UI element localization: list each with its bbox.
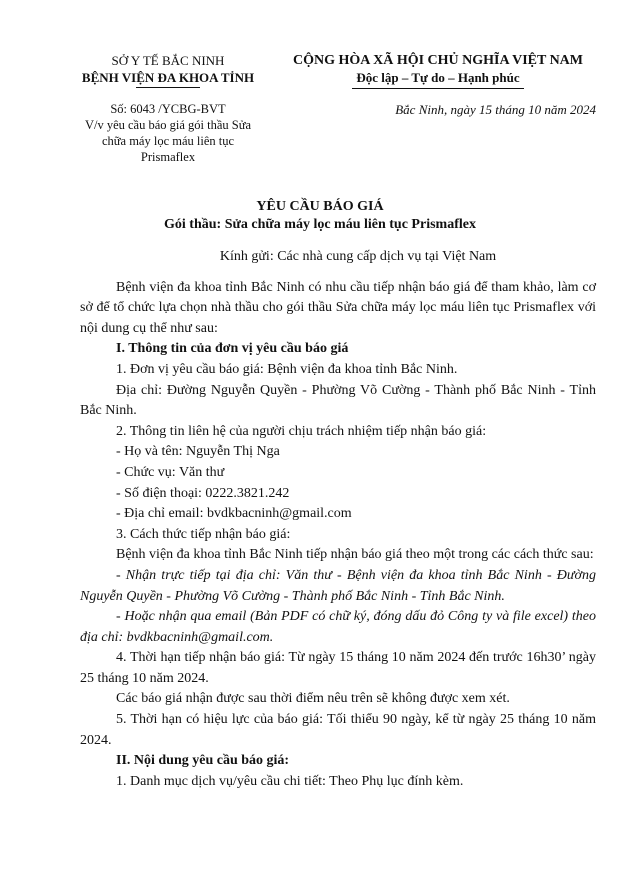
- service-list-item: 1. Danh mục dịch vụ/yêu cầu chi tiết: Theo Phụ lục đính kèm.: [116, 773, 464, 789]
- requesting-unit: 1. Đơn vị yêu cầu báo giá: Bệnh viện đa khoa tỉnh Bắc Ninh.: [116, 361, 458, 377]
- subject-line-2: chữa máy lọc máu liên tục: [101, 134, 235, 148]
- title-package: Gói thầu: Sửa chữa máy lọc máu liên tục Prismaflex: [164, 217, 476, 232]
- national-motto: Độc lập – Tự do – Hạnh phúc: [356, 70, 520, 85]
- contact-email: - Địa chỉ email: bvdkbacninh@gmail.com: [116, 506, 352, 522]
- method-heading: 3. Cách thức tiếp nhận báo giá:: [116, 526, 291, 542]
- section-2-heading: II. Nội dung yêu cầu báo giá:: [116, 753, 290, 769]
- national-heading: [282, 52, 594, 89]
- country-name: CỘNG HÒA XÃ HỘI CHỦ NGHĨA VIỆT NAM: [292, 53, 583, 68]
- late-submission-note: Các báo giá nhận được sau thời điểm nêu trên sẽ không được xem xét.: [116, 691, 510, 707]
- title-main: YÊU CẦU BÁO GIÁ: [256, 199, 384, 214]
- quote-validity: 5. Thời hạn có hiệu lực của báo giá: Tối thiểu 90 ngày, kể từ ngày 25 tháng 10 năm 2024.: [80, 712, 596, 748]
- section-1-heading: I. Thông tin của đơn vị yêu cầu báo giá: [116, 341, 349, 357]
- department-name: SỞ Y TẾ BẮC NINH: [111, 53, 225, 68]
- subject-line-3: Prismaflex: [140, 150, 196, 164]
- org-underline: [136, 87, 200, 88]
- document-number: Số: 6043 /YCBG-BVT: [110, 102, 226, 116]
- contact-heading: 2. Thông tin liên hệ của người chịu trách nhiệm tiếp nhận báo giá:: [116, 423, 487, 439]
- issuing-organization: [60, 52, 276, 88]
- motto-underline: [352, 88, 524, 89]
- method-email: - Hoặc nhận qua email (Bản PDF có chữ ký, đóng dấu đỏ Công ty và file excel) theo địa chỉ: bvdkbacninh@gmail.com.: [80, 609, 596, 645]
- submission-deadline: 4. Thời hạn tiếp nhận báo giá: Từ ngày 15 tháng 10 năm 2024 đến trước 16h30’ ngày 25 tháng 10 năm 2024.: [80, 650, 596, 686]
- document-reference: [60, 101, 276, 165]
- issue-date: Bắc Ninh, ngày 15 tháng 10 năm 2024: [395, 102, 596, 117]
- document-title: [40, 198, 600, 234]
- document-body: [80, 247, 596, 792]
- contact-phone: - Số điện thoại: 0222.3821.242: [116, 485, 290, 501]
- method-intro: Bệnh viện đa khoa tỉnh Bắc Ninh tiếp nhận báo giá theo một trong các cách thức sau:: [116, 547, 594, 563]
- contact-name: - Họ và tên: Nguyễn Thị Nga: [116, 444, 280, 460]
- method-direct: - Nhận trực tiếp tại địa chỉ: Văn thư - Bệnh viện đa khoa tỉnh Bắc Ninh - Đường Nguyễn Quyền - Phường Võ Cường - Thành phố Bắc Ninh - Tỉnh Bắc Ninh.: [80, 567, 596, 604]
- contact-position: - Chức vụ: Văn thư: [116, 464, 225, 480]
- greeting: Kính gửi: Các nhà cung cấp dịch vụ tại Việt Nam: [219, 249, 497, 264]
- unit-address: Địa chỉ: Đường Nguyễn Quyền - Phường Võ Cường - Thành phố Bắc Ninh - Tỉnh Bắc Ninh.: [80, 382, 596, 419]
- intro-paragraph: Bệnh viện đa khoa tỉnh Bắc Ninh có nhu cầu tiếp nhận báo giá để tham khảo, làm cơ sở để tổ chức lựa chọn nhà thầu cho gói thầu Sửa chữa máy lọc máu liên tục Prismaflex với nội dung cụ thể như sau:: [80, 279, 596, 336]
- subject-line-1: V/v yêu cầu báo giá gói thầu Sửa: [84, 118, 252, 132]
- hospital-name: BỆNH VIỆN ĐA KHOA TỈNH: [81, 70, 255, 85]
